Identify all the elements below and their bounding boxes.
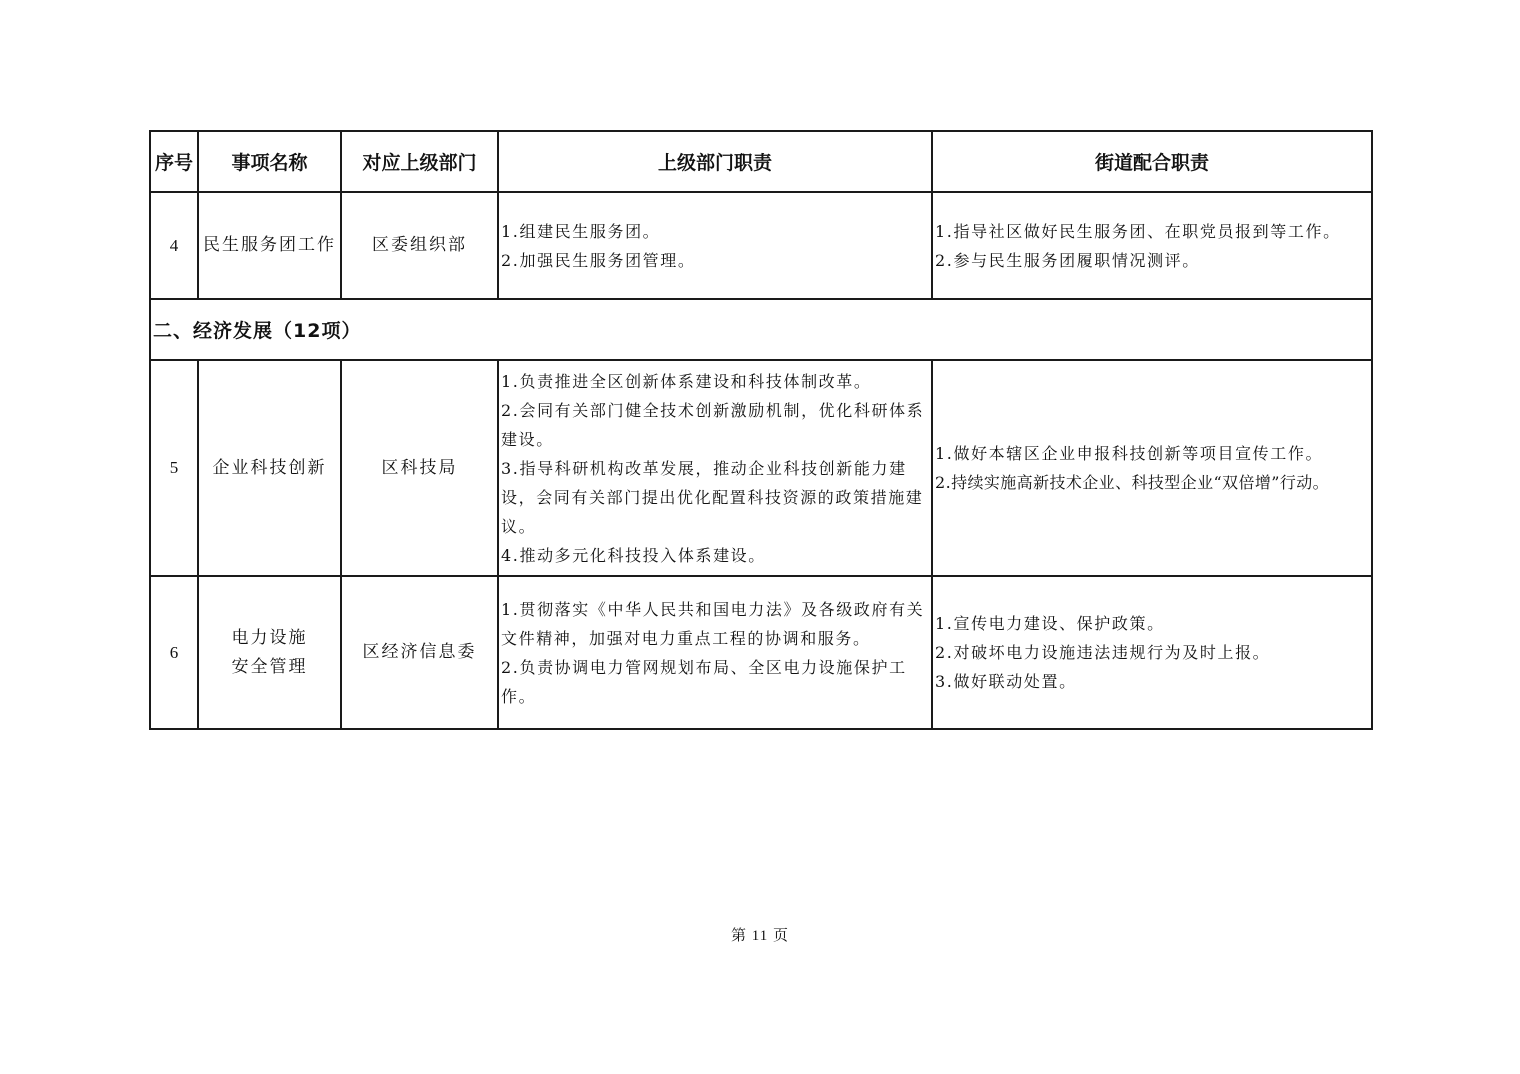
duty-item: 3.指导科研机构改革发展，推动企业科技创新能力建设，会同有关部门提出优化配置科技资源的政策措施建议。 [501, 458, 924, 536]
responsibility-table [149, 130, 1373, 730]
item-name-line: 电力设施 [231, 627, 308, 648]
row-street-duty [932, 192, 1372, 299]
row-street-duty [932, 360, 1372, 576]
page-number: 第 11 页 [731, 928, 789, 944]
row-seq: 6 [150, 576, 198, 729]
duty-item: 1.负责推进全区创新体系建设和科技体制改革。 [501, 371, 872, 391]
header-item-name: 事项名称 [198, 131, 341, 192]
duty-item: 4.推动多元化科技投入体系建设。 [501, 545, 766, 565]
row-upper-dept-duty [498, 576, 932, 729]
street-duty-item: 2.参与民生服务团履职情况测评。 [935, 250, 1200, 270]
street-duty-item: 2.持续实施高新技术企业、科技型企业“双倍增”行动。 [935, 473, 1330, 492]
row-seq: 4 [150, 192, 198, 299]
header-upper-dept: 对应上级部门 [341, 131, 498, 192]
street-duty-item: 2.对破坏电力设施违法违规行为及时上报。 [935, 643, 1271, 662]
duty-item: 2.会同有关部门健全技术创新激励机制，优化科研体系建设。 [501, 400, 925, 449]
street-duty-item: 1.宣传电力建设、保护政策。 [935, 614, 1165, 633]
item-name-line: 安全管理 [231, 656, 308, 677]
street-duty-item: 3.做好联动处置。 [935, 672, 1077, 691]
duty-item: 2.加强民生服务团管理。 [501, 250, 696, 270]
row-street-duty [932, 576, 1372, 729]
duty-item: 1.组建民生服务团。 [501, 221, 661, 241]
header-street-duty: 街道配合职责 [932, 131, 1372, 192]
table-row [150, 192, 1372, 299]
duty-item: 2.负责协调电力管网规划布局、全区电力设施保护工作。 [501, 657, 907, 706]
header-seq: 序号 [150, 131, 198, 192]
row-item-name [198, 576, 341, 729]
table-row [150, 360, 1372, 576]
header-upper-dept-duty: 上级部门职责 [498, 131, 932, 192]
row-upper-dept: 区委组织部 [341, 192, 498, 299]
street-duty-item: 1.做好本辖区企业申报科技创新等项目宣传工作。 [935, 444, 1324, 463]
section-row [150, 299, 1372, 360]
table-row [150, 576, 1372, 729]
row-item-name: 企业科技创新 [198, 360, 341, 576]
row-upper-dept: 区经济信息委 [341, 576, 498, 729]
section-title: 二、经济发展（12项） [150, 299, 1372, 360]
row-seq: 5 [150, 360, 198, 576]
street-duty-item: 1.指导社区做好民生服务团、在职党员报到等工作。 [935, 221, 1341, 241]
row-upper-dept-duty [498, 360, 932, 576]
table-header-row [150, 131, 1372, 192]
row-upper-dept-duty [498, 192, 932, 299]
responsibility-table-wrapper [149, 130, 1371, 730]
row-upper-dept: 区科技局 [341, 360, 498, 576]
duty-item: 1.贯彻落实《中华人民共和国电力法》及各级政府有关文件精神，加强对电力重点工程的协调和服务。 [501, 599, 925, 648]
row-item-name: 民生服务团工作 [198, 192, 341, 299]
